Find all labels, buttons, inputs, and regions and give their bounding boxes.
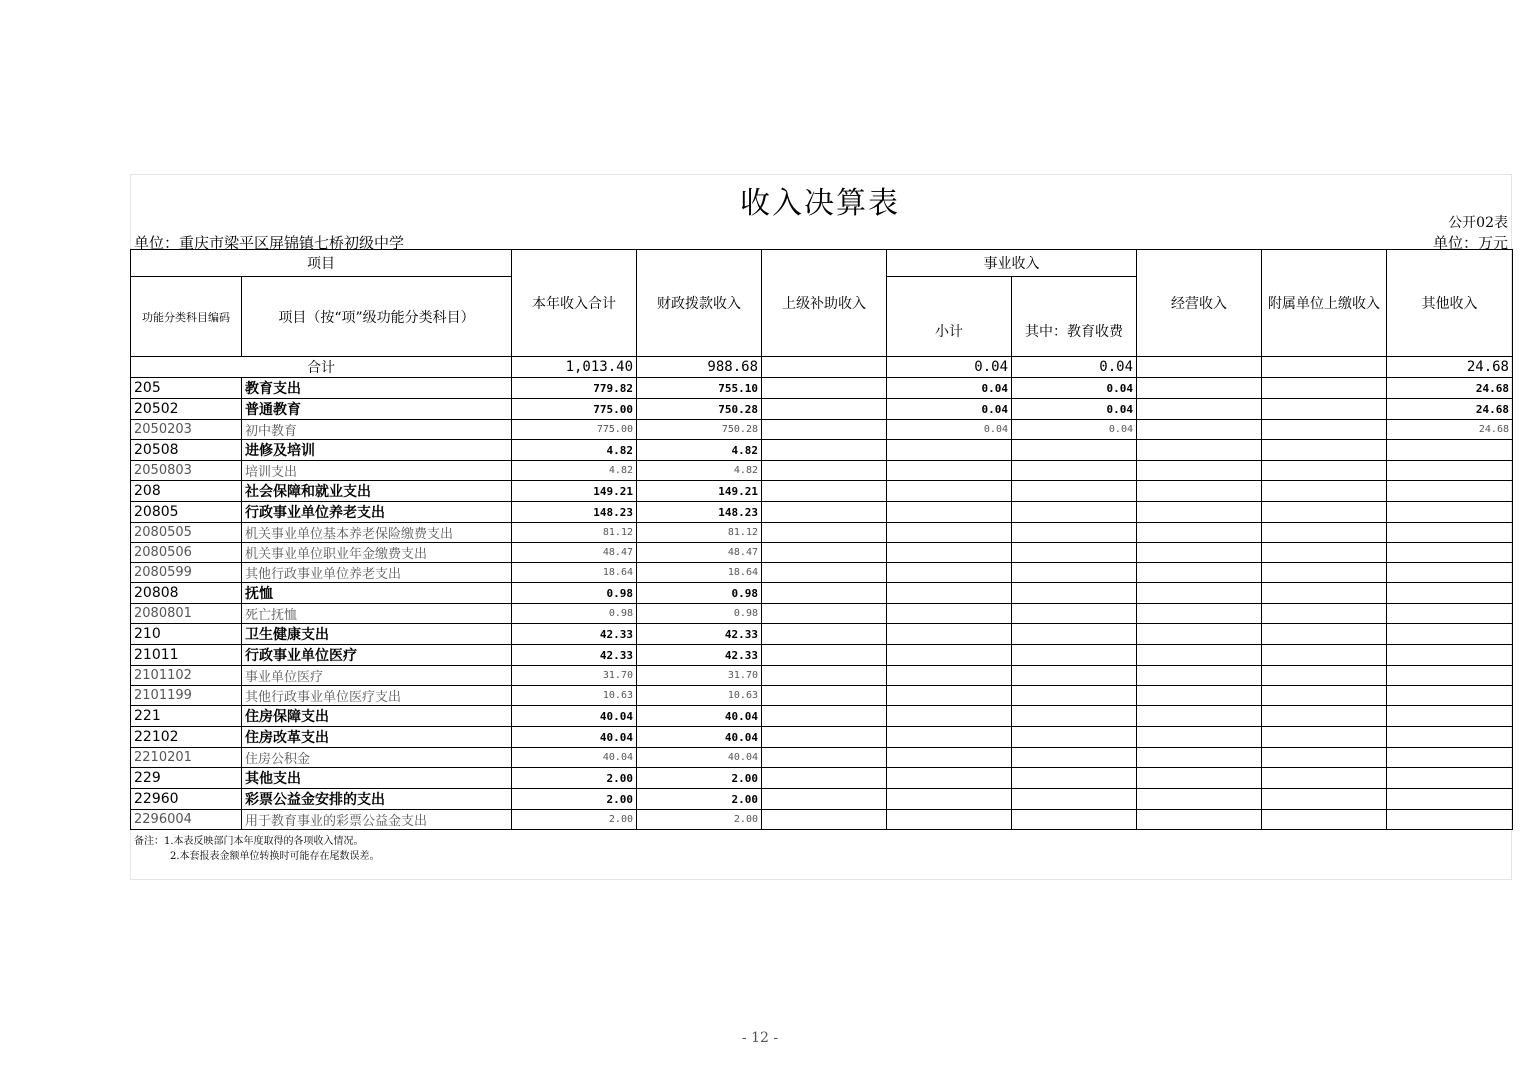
- row-operating: [1137, 378, 1262, 399]
- row-operating: [1137, 810, 1262, 830]
- row-code: 229: [131, 768, 242, 789]
- row-affiliated: [1262, 768, 1387, 789]
- row-fiscal: 0.98: [637, 583, 762, 604]
- row-name: 行政事业单位养老支出: [242, 502, 512, 523]
- row-superior: [762, 378, 887, 399]
- row-subtotal: [887, 502, 1012, 523]
- table-row: [131, 768, 1513, 789]
- row-fiscal: 2.00: [637, 768, 762, 789]
- row-superior: [762, 399, 887, 420]
- row-code: 20805: [131, 502, 242, 523]
- total-operating-value: [1137, 357, 1262, 378]
- row-total-income: 0.98: [512, 604, 637, 624]
- row-code: 20502: [131, 399, 242, 420]
- row-code: 2080801: [131, 604, 242, 624]
- row-fiscal: 0.98: [637, 604, 762, 624]
- row-affiliated: [1262, 706, 1387, 727]
- row-education-fee: [1012, 583, 1137, 604]
- row-operating: [1137, 461, 1262, 481]
- row-education-fee: [1012, 686, 1137, 706]
- row-code: 2080505: [131, 523, 242, 543]
- row-name: 培训支出: [242, 461, 512, 481]
- row-subtotal: [887, 645, 1012, 666]
- row-education-fee: [1012, 440, 1137, 461]
- row-total-income: 31.70: [512, 666, 637, 686]
- row-subtotal: 0.04: [887, 399, 1012, 420]
- row-subtotal: [887, 563, 1012, 583]
- header-other: 其他收入: [1387, 250, 1513, 357]
- row-affiliated: [1262, 727, 1387, 748]
- row-other: 24.68: [1387, 399, 1513, 420]
- table-row: [131, 624, 1513, 645]
- row-operating: [1137, 440, 1262, 461]
- header-name: 项目（按“项”级功能分类科目）: [242, 277, 512, 357]
- row-name: 进修及培训: [242, 440, 512, 461]
- row-other: [1387, 440, 1513, 461]
- total-other-value: 24.68: [1387, 357, 1513, 378]
- row-total-income: 2.00: [512, 810, 637, 830]
- row-superior: [762, 502, 887, 523]
- row-total-income: 18.64: [512, 563, 637, 583]
- table-row: [131, 523, 1513, 543]
- row-subtotal: [887, 481, 1012, 502]
- row-fiscal: 755.10: [637, 378, 762, 399]
- row-operating: [1137, 481, 1262, 502]
- row-fiscal: 4.82: [637, 440, 762, 461]
- row-other: [1387, 543, 1513, 563]
- row-education-fee: [1012, 727, 1137, 748]
- row-superior: [762, 768, 887, 789]
- row-superior: [762, 624, 887, 645]
- row-total-income: 0.98: [512, 583, 637, 604]
- table-row: [131, 810, 1513, 830]
- row-education-fee: [1012, 789, 1137, 810]
- row-name: 住房公积金: [242, 748, 512, 768]
- row-education-fee: [1012, 666, 1137, 686]
- header-code: 功能分类科目编码: [131, 277, 242, 357]
- row-other: [1387, 583, 1513, 604]
- row-affiliated: [1262, 481, 1387, 502]
- total-label: 合计: [131, 357, 512, 378]
- row-fiscal: 40.04: [637, 748, 762, 768]
- row-superior: [762, 604, 887, 624]
- row-education-fee: [1012, 645, 1137, 666]
- row-fiscal: 2.00: [637, 789, 762, 810]
- row-name: 死亡抚恤: [242, 604, 512, 624]
- row-superior: [762, 481, 887, 502]
- table-row: [131, 748, 1513, 768]
- total-affiliated-value: [1262, 357, 1387, 378]
- row-other: 24.68: [1387, 420, 1513, 440]
- row-subtotal: [887, 706, 1012, 727]
- row-superior: [762, 686, 887, 706]
- row-total-income: 40.04: [512, 706, 637, 727]
- row-name: 住房保障支出: [242, 706, 512, 727]
- row-total-income: 40.04: [512, 748, 637, 768]
- row-operating: [1137, 645, 1262, 666]
- row-subtotal: [887, 768, 1012, 789]
- row-name: 社会保障和就业支出: [242, 481, 512, 502]
- row-affiliated: [1262, 583, 1387, 604]
- row-other: [1387, 502, 1513, 523]
- row-education-fee: [1012, 563, 1137, 583]
- row-other: 24.68: [1387, 378, 1513, 399]
- row-education-fee: [1012, 543, 1137, 563]
- header-total-income: 本年收入合计: [512, 250, 637, 357]
- row-name: 机关事业单位基本养老保险缴费支出: [242, 523, 512, 543]
- row-operating: [1137, 768, 1262, 789]
- row-code: 22960: [131, 789, 242, 810]
- row-subtotal: [887, 666, 1012, 686]
- row-operating: [1137, 624, 1262, 645]
- row-subtotal: [887, 810, 1012, 830]
- row-affiliated: [1262, 420, 1387, 440]
- row-other: [1387, 789, 1513, 810]
- row-subtotal: 0.04: [887, 420, 1012, 440]
- row-other: [1387, 727, 1513, 748]
- row-name: 初中教育: [242, 420, 512, 440]
- table-row: [131, 563, 1513, 583]
- total-subtotal-value: 0.04: [887, 357, 1012, 378]
- row-subtotal: [887, 748, 1012, 768]
- row-education-fee: [1012, 768, 1137, 789]
- row-affiliated: [1262, 789, 1387, 810]
- row-education-fee: [1012, 706, 1137, 727]
- row-operating: [1137, 399, 1262, 420]
- row-other: [1387, 645, 1513, 666]
- row-fiscal: 81.12: [637, 523, 762, 543]
- row-affiliated: [1262, 686, 1387, 706]
- row-subtotal: [887, 543, 1012, 563]
- row-education-fee: [1012, 461, 1137, 481]
- row-superior: [762, 789, 887, 810]
- row-subtotal: [887, 461, 1012, 481]
- header-education-fee: 其中：教育收费: [1012, 277, 1137, 357]
- row-code: 20508: [131, 440, 242, 461]
- row-superior: [762, 563, 887, 583]
- table-row: [131, 706, 1513, 727]
- row-name: 教育支出: [242, 378, 512, 399]
- row-subtotal: [887, 624, 1012, 645]
- total-fiscal-value: 988.68: [637, 357, 762, 378]
- row-education-fee: 0.04: [1012, 378, 1137, 399]
- row-other: [1387, 481, 1513, 502]
- row-code: 2050803: [131, 461, 242, 481]
- row-affiliated: [1262, 645, 1387, 666]
- row-operating: [1137, 563, 1262, 583]
- row-code: 2296004: [131, 810, 242, 830]
- row-subtotal: [887, 604, 1012, 624]
- row-superior: [762, 645, 887, 666]
- row-operating: [1137, 502, 1262, 523]
- header-project: 项目: [131, 250, 512, 277]
- row-total-income: 10.63: [512, 686, 637, 706]
- row-other: [1387, 604, 1513, 624]
- total-row: [131, 357, 1513, 378]
- row-affiliated: [1262, 502, 1387, 523]
- row-subtotal: [887, 523, 1012, 543]
- row-name: 用于教育事业的彩票公益金支出: [242, 810, 512, 830]
- header-affiliated: 附属单位上缴收入: [1262, 250, 1387, 357]
- currency-unit: 单位：万元: [1432, 234, 1508, 252]
- row-fiscal: 31.70: [637, 666, 762, 686]
- row-fiscal: 10.63: [637, 686, 762, 706]
- row-subtotal: [887, 686, 1012, 706]
- row-affiliated: [1262, 399, 1387, 420]
- row-affiliated: [1262, 748, 1387, 768]
- row-code: 2101199: [131, 686, 242, 706]
- row-fiscal: 148.23: [637, 502, 762, 523]
- unit-name: 单位：重庆市梁平区屏锦镇七桥初级中学: [134, 234, 405, 252]
- total-income-value: 1,013.40: [512, 357, 637, 378]
- row-fiscal: 42.33: [637, 645, 762, 666]
- row-name: 抚恤: [242, 583, 512, 604]
- row-fiscal: 750.28: [637, 420, 762, 440]
- row-affiliated: [1262, 624, 1387, 645]
- header-fiscal: 财政拨款收入: [637, 250, 762, 357]
- row-operating: [1137, 523, 1262, 543]
- row-superior: [762, 440, 887, 461]
- row-affiliated: [1262, 523, 1387, 543]
- table-row: [131, 378, 1513, 399]
- row-name: 卫生健康支出: [242, 624, 512, 645]
- row-superior: [762, 748, 887, 768]
- row-affiliated: [1262, 563, 1387, 583]
- row-code: 205: [131, 378, 242, 399]
- row-superior: [762, 583, 887, 604]
- row-total-income: 775.00: [512, 420, 637, 440]
- row-subtotal: [887, 583, 1012, 604]
- row-subtotal: [887, 727, 1012, 748]
- row-education-fee: 0.04: [1012, 420, 1137, 440]
- note-1: 备注：1.本表反映部门本年度取得的各项收入情况。: [134, 836, 364, 847]
- form-number: 公开02表: [1448, 215, 1508, 231]
- row-fiscal: 18.64: [637, 563, 762, 583]
- row-total-income: 40.04: [512, 727, 637, 748]
- row-other: [1387, 706, 1513, 727]
- row-operating: [1137, 706, 1262, 727]
- page-title: 收入决算表: [740, 186, 900, 221]
- row-total-income: 42.33: [512, 624, 637, 645]
- notes: [134, 834, 380, 864]
- row-superior: [762, 810, 887, 830]
- row-subtotal: [887, 440, 1012, 461]
- row-operating: [1137, 583, 1262, 604]
- row-name: 行政事业单位医疗: [242, 645, 512, 666]
- row-code: 2101102: [131, 666, 242, 686]
- row-education-fee: [1012, 523, 1137, 543]
- table-row: [131, 461, 1513, 481]
- row-other: [1387, 624, 1513, 645]
- row-operating: [1137, 789, 1262, 810]
- table-row: [131, 583, 1513, 604]
- table-row: [131, 543, 1513, 563]
- row-operating: [1137, 666, 1262, 686]
- row-superior: [762, 543, 887, 563]
- row-code: 2080599: [131, 563, 242, 583]
- row-total-income: 42.33: [512, 645, 637, 666]
- row-name: 住房改革支出: [242, 727, 512, 748]
- row-code: 208: [131, 481, 242, 502]
- row-affiliated: [1262, 543, 1387, 563]
- row-education-fee: [1012, 604, 1137, 624]
- row-affiliated: [1262, 604, 1387, 624]
- row-code: 210: [131, 624, 242, 645]
- row-operating: [1137, 543, 1262, 563]
- table-row: [131, 420, 1513, 440]
- row-total-income: 4.82: [512, 461, 637, 481]
- row-fiscal: 4.82: [637, 461, 762, 481]
- page-number: - 12 -: [741, 1030, 779, 1046]
- row-total-income: 2.00: [512, 789, 637, 810]
- row-other: [1387, 768, 1513, 789]
- row-fiscal: 48.47: [637, 543, 762, 563]
- income-table: [130, 249, 1513, 830]
- row-subtotal: 0.04: [887, 378, 1012, 399]
- row-education-fee: [1012, 481, 1137, 502]
- row-affiliated: [1262, 810, 1387, 830]
- row-fiscal: 750.28: [637, 399, 762, 420]
- table-row: [131, 686, 1513, 706]
- total-superior-value: [762, 357, 887, 378]
- row-affiliated: [1262, 666, 1387, 686]
- row-operating: [1137, 727, 1262, 748]
- row-operating: [1137, 604, 1262, 624]
- row-total-income: 779.82: [512, 378, 637, 399]
- row-code: 2050203: [131, 420, 242, 440]
- row-other: [1387, 523, 1513, 543]
- row-other: [1387, 748, 1513, 768]
- row-name: 彩票公益金安排的支出: [242, 789, 512, 810]
- header-superior: 上级补助收入: [762, 250, 887, 357]
- row-education-fee: [1012, 748, 1137, 768]
- table-row: [131, 481, 1513, 502]
- row-superior: [762, 461, 887, 481]
- row-total-income: 775.00: [512, 399, 637, 420]
- row-total-income: 2.00: [512, 768, 637, 789]
- table-row: [131, 604, 1513, 624]
- row-education-fee: [1012, 810, 1137, 830]
- row-superior: [762, 420, 887, 440]
- row-code: 2210201: [131, 748, 242, 768]
- row-other: [1387, 666, 1513, 686]
- row-other: [1387, 686, 1513, 706]
- row-name: 其他行政事业单位养老支出: [242, 563, 512, 583]
- row-fiscal: 2.00: [637, 810, 762, 830]
- table-row: [131, 440, 1513, 461]
- table-row: [131, 502, 1513, 523]
- row-operating: [1137, 420, 1262, 440]
- row-total-income: 148.23: [512, 502, 637, 523]
- header-subtotal: 小计: [887, 277, 1012, 357]
- row-superior: [762, 666, 887, 686]
- row-total-income: 149.21: [512, 481, 637, 502]
- row-code: 21011: [131, 645, 242, 666]
- row-affiliated: [1262, 378, 1387, 399]
- table-row: [131, 727, 1513, 748]
- row-total-income: 81.12: [512, 523, 637, 543]
- row-fiscal: 42.33: [637, 624, 762, 645]
- row-affiliated: [1262, 461, 1387, 481]
- table-row: [131, 789, 1513, 810]
- row-education-fee: 0.04: [1012, 399, 1137, 420]
- note-2: 2.本套报表金额单位转换时可能存在尾数误差。: [170, 851, 380, 862]
- table-row: [131, 645, 1513, 666]
- row-name: 事业单位医疗: [242, 666, 512, 686]
- row-subtotal: [887, 789, 1012, 810]
- row-superior: [762, 706, 887, 727]
- table-row: [131, 666, 1513, 686]
- row-fiscal: 149.21: [637, 481, 762, 502]
- row-superior: [762, 727, 887, 748]
- row-code: 221: [131, 706, 242, 727]
- row-code: 20808: [131, 583, 242, 604]
- header-operating: 经营收入: [1137, 250, 1262, 357]
- row-education-fee: [1012, 624, 1137, 645]
- row-fiscal: 40.04: [637, 706, 762, 727]
- header-business-income: 事业收入: [887, 250, 1137, 277]
- row-affiliated: [1262, 440, 1387, 461]
- row-name: 机关事业单位职业年金缴费支出: [242, 543, 512, 563]
- row-superior: [762, 523, 887, 543]
- row-code: 2080506: [131, 543, 242, 563]
- row-other: [1387, 461, 1513, 481]
- row-operating: [1137, 686, 1262, 706]
- row-total-income: 4.82: [512, 440, 637, 461]
- row-other: [1387, 563, 1513, 583]
- row-code: 22102: [131, 727, 242, 748]
- row-operating: [1137, 748, 1262, 768]
- table-row: [131, 399, 1513, 420]
- row-name: 其他支出: [242, 768, 512, 789]
- row-fiscal: 40.04: [637, 727, 762, 748]
- total-education-fee-value: 0.04: [1012, 357, 1137, 378]
- row-education-fee: [1012, 502, 1137, 523]
- row-total-income: 48.47: [512, 543, 637, 563]
- row-other: [1387, 810, 1513, 830]
- row-name: 其他行政事业单位医疗支出: [242, 686, 512, 706]
- row-name: 普通教育: [242, 399, 512, 420]
